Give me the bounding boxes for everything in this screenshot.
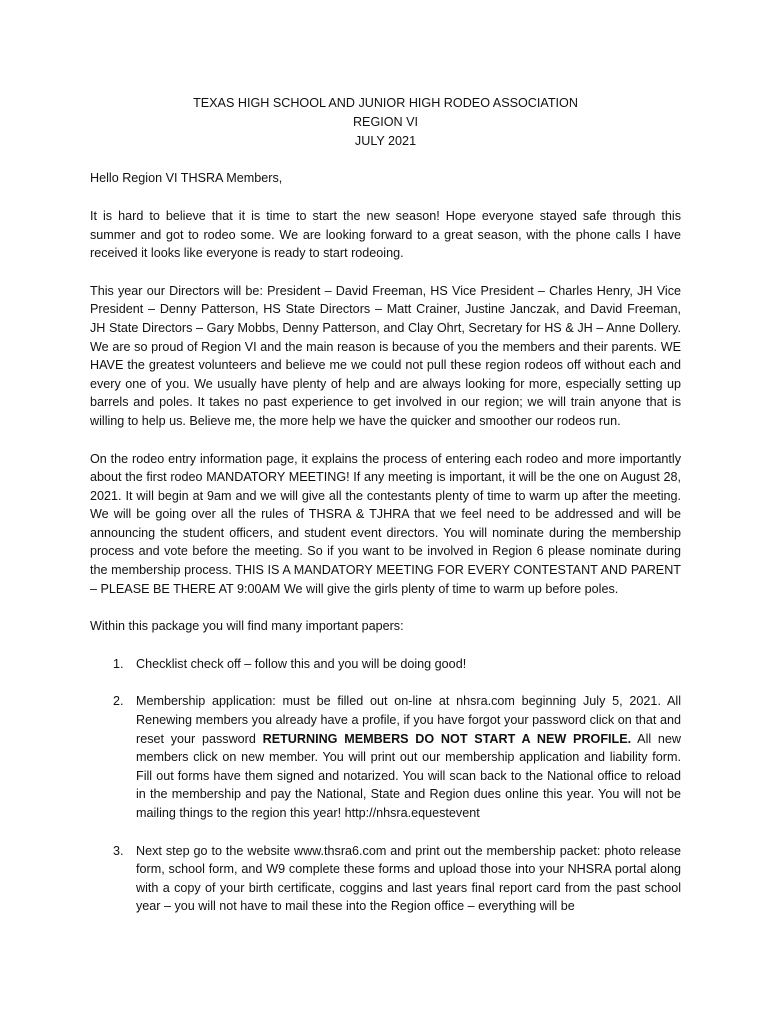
paragraph-intro: It is hard to believe that it is time to start the new season! Hope everyone stayed safe through this summer and got to rodeo some. We are looking forward to a great season, with the phone calls I have received it looks like everyone is ready to start rodeoing.: [90, 208, 681, 261]
letter-body: [90, 94, 681, 935]
list-number: 2.: [113, 694, 124, 709]
paragraph-meeting: On the rodeo entry information page, it explains the process of entering each rodeo and more importantly about the first rodeo MANDATORY MEETING! If any meeting is important, it will be the one on August 28, 2021. It will begin at 9am and we will give all the contestants plenty of time to warm up after the meeting. We will be going over all the rules of THSRA & TJHRA that we feel need to be addressed and will be announcing the student officers, and student event directors. You will nominate during the membership process and vote before the meeting. So if you want to be involved in Region 6 please nominate during the membership process. THIS IS A MANDATORY MEETING FOR EVERY CONTESTANT AND PARENT – PLEASE BE THERE AT 9:00AM We will give the girls plenty of time to warm up before poles.: [90, 451, 681, 596]
paragraph-directors: This year our Directors will be: President – David Freeman, HS Vice President – Charles Henry, JH Vice President – Denny Patterson, HS State Directors – Matt Crainer, Justine Janczak, and David Freeman, JH State Directors – Gary Mobbs, Denny Patterson, and Clay Ohrt, Secretary for HS & JH – Anne Dollery. We are so proud of Region VI and the main reason is because of you the members and their parents. WE HAVE the greatest volunteers and believe me we could not pull these region rodeos off without each and every one of you. We usually have plenty of help and are always looking for more, especially setting up barrels and poles. It takes no past experience to get involved in our region; we will train anyone that is willing to help us. Believe me, the more help we have the quicker and smoother our rodeos run.: [90, 283, 681, 428]
list-item: [90, 655, 681, 674]
association-name: TEXAS HIGH SCHOOL AND JUNIOR HIGH RODEO ASSOCIATION: [193, 96, 578, 110]
papers-list: [90, 655, 681, 916]
list-number: 1.: [113, 656, 124, 671]
list-number: 3.: [113, 843, 124, 858]
region-name: REGION VI: [352, 114, 419, 129]
letter-header: [90, 94, 681, 150]
list-item-text: Next step go to the website www.thsra6.com and print out the membership packet: photo release form, school form, and W9 complete these forms and upload those into your NHSRA portal along with a copy of your birth certificate, coggins and last years final report card from the past school year – you will not have to mail these into the Region office – everything will be: [136, 843, 681, 914]
list-item-text: Membership application: must be filled out on-line at nhsra.com beginning July 5, 2021. All Renewing members you already have a profile, if you have forgot your password click on that and reset your password: [136, 694, 681, 746]
paragraph-package: Within this package you will find many important papers:: [90, 619, 404, 634]
letter-date: JULY 2021: [354, 133, 417, 148]
list-item-text: Checklist check off – follow this and you will be doing good!: [136, 656, 467, 671]
list-item: [90, 842, 681, 916]
list-item-text-continued: All new members click on new member. You will print out our membership application and liability form. Fill out forms have them signed and notarized. You will scan back to the National office to reload in the membership and pay the National, State and Region dues online this year. You will not be mailing things to the region this year! http://nhsra.equestevent: [136, 731, 681, 821]
greeting: Hello Region VI THSRA Members,: [90, 171, 283, 186]
list-item-bold-text: RETURNING MEMBERS DO NOT START A NEW PROFILE.: [262, 731, 632, 746]
list-item: [90, 692, 681, 822]
